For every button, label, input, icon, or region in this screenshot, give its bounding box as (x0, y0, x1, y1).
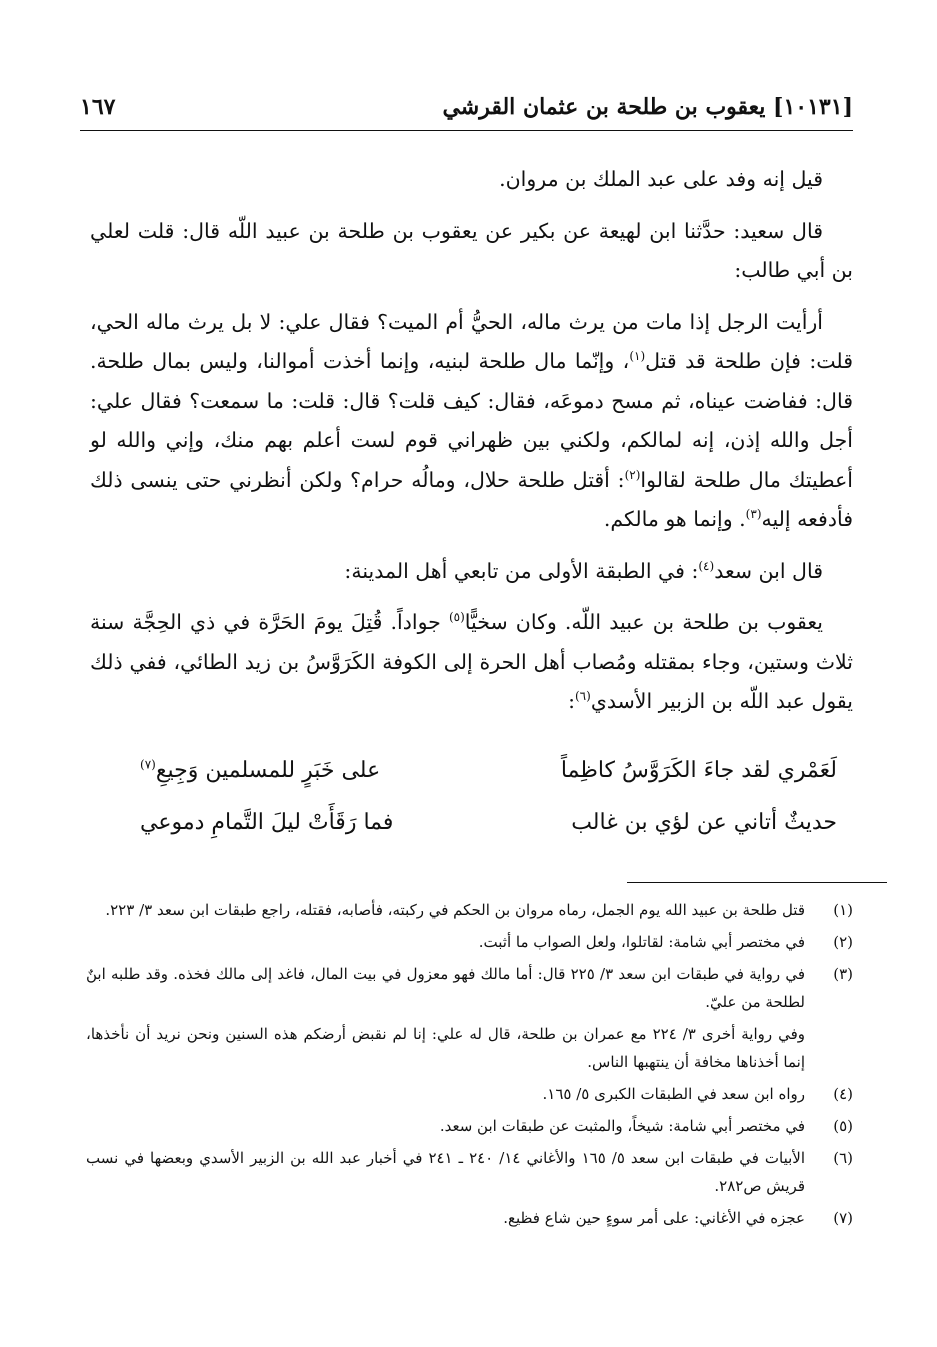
footnote-text: رواه ابن سعد في الطبقات الكبرى ٥/ ١٦٥. (542, 1085, 805, 1103)
footnote-number: (٧) (833, 1209, 853, 1227)
footnote-2 (86, 928, 853, 956)
verse-1-second-hemistich-text: على خَبَرٍ للمسلمين وَجِيعِ (155, 758, 381, 783)
footnote-7 (86, 1204, 853, 1232)
page-header (80, 90, 853, 130)
verse-line-2 (110, 810, 837, 862)
footnote-number: (٢) (833, 933, 853, 951)
footnote-text: عجزه في الأغاني: على أمر سوءٍ حين شاع فظيع. (503, 1209, 805, 1227)
footnote-number: (٦) (833, 1149, 853, 1167)
footnote-text: قتل طلحة بن عبيد الله يوم الجمل، رماه مروان بن الحكم في ركبته، فأصابه، فقتله، راجع طبقات ابن سعد ٣/ ٢٢٣. (105, 901, 805, 919)
verse-1-first-hemistich: لَعَمْري لقد جاءَ الكَرَوَّسُ كاظِماً (560, 758, 837, 783)
paragraph-4 (90, 552, 853, 592)
paragraph-5 (90, 603, 853, 722)
paragraph-5-text-b: جواداً. قُتِلَ يومَ الحَرَّة في ذي الحِجَّة سنة ثلاث وستين، وجاء بمقتله ومُصاب أهل الحرة إلى الكوفة الكَرَوَّسُ بن زيد الطائي، ففي ذلك يقول عبد اللّه بن الزبير الأسدي (90, 610, 853, 713)
footnote-text: في مختصر أبي شامة: شيخاً، والمثبت عن طبقات ابن سعد. (439, 1117, 805, 1135)
paragraph-2: قال سعيد: حدَّثنا ابن لهيعة عن بكير عن يعقوب بن طلحة بن عبيد اللّه قال: قلت لعلي بن أبي طالب: (90, 218, 853, 282)
verse-2-first-hemistich: حديثٌ أتاني عن لؤي بن غالب (571, 810, 837, 835)
footnote-6 (86, 1144, 853, 1200)
footnotes (86, 896, 853, 1236)
footnote-number: (١) (833, 901, 853, 919)
verse-1-second-hemistich (140, 758, 380, 783)
paragraph-3-text-c: : أقتل طلحة حلال، ومالُه حرام؟ ولكن أنظرني حتى ينسى ذلك فأدفعه إليه (90, 467, 853, 531)
paragraph-3-text-d: . وإنما هو مالكم. (603, 507, 746, 531)
paragraph-4-text-b: : في الطبقة الأولى من تابعي أهل المدينة: (344, 558, 699, 583)
footnote-3-continuation: وفي رواية أخرى ٣/ ٢٢٤ مع عمران بن طلحة، قال له علي: إنا لم نقبض أرضكم هذه السنين ونحن نريد أن نأخذها، إنما أخذناها مخافة أن ينتهبها الناس. (86, 1025, 805, 1071)
main-text (90, 160, 853, 734)
footnote-ref-5: (٥) (448, 610, 465, 625)
footnote-ref-1: (١) (629, 349, 646, 364)
poetry-verse (110, 758, 837, 878)
paragraph-1: قيل إنه وفد على عبد الملك بن مروان. (499, 167, 823, 191)
footnote-ref-7: (٧) (140, 757, 156, 772)
footnote-number: (٥) (833, 1117, 853, 1135)
page-number: ١٦٧ (80, 94, 116, 120)
paragraph-3 (90, 303, 853, 540)
footnote-text: في مختصر أبي شامة: لقاتلوا، ولعل الصواب ما أثبت. (478, 933, 805, 951)
paragraph-4-text-a: قال ابن سعد (714, 558, 823, 583)
header-rule (80, 130, 853, 131)
footnote-rule (627, 882, 887, 883)
verse-line-1 (110, 758, 837, 810)
footnote-number: (٤) (833, 1085, 853, 1103)
footnote-5 (86, 1112, 853, 1140)
paragraph-5-text-c: : (568, 689, 575, 713)
running-title: [١٠١٣١] يعقوب بن طلحة بن عثمان القرشي (442, 94, 853, 120)
footnote-4 (86, 1080, 853, 1108)
footnote-text: الأبيات في طبقات ابن سعد ٥/ ١٦٥ والأغاني ١٤/ ٢٤٠ ـ ٢٤١ في أخبار عبد الله بن الزبير الأسدي وبعضها في نسب قريش ص٢٨٢. (86, 1149, 806, 1195)
verse-2-second-hemistich: فما رَقَأَتْ ليلَ التَّمامِ دموعي (140, 810, 394, 835)
footnote-1 (86, 896, 853, 924)
footnote-3 (86, 960, 853, 1016)
footnote-ref-4: (٤) (698, 558, 715, 573)
footnote-text: في رواية في طبقات ابن سعد ٣/ ٢٢٥ قال: أما مالك فهو معزول في بيت المال، فاغد إلى مالك فخذه. وقد طلبه ابنٌ لطلحة من عليّ. (86, 965, 805, 1011)
paragraph-3-text-b: ، وإنّما مال طلحة لبنيه، وإنما أخذت أموالنا، وليس بمال طلحة. قال: ففاضت عيناه، ثم مسح دموعَه، فقال: كيف قلت؟ قال: قلت: ما سمعت؟ فقال علي: أجل والله إذن، إنه لمالكم، ولكني بين ظهراني قوم لست أعلم بهم منك، وإني والله لو أعطيتك مال طلحة لقالوا (90, 349, 853, 492)
footnote-ref-3: (٣) (745, 507, 762, 522)
footnote-ref-2: (٢) (624, 467, 641, 482)
footnote-ref-6: (٦) (574, 689, 591, 704)
paragraph-3-text-a: أرأيت الرجل إذا مات من يرث ماله، الحيُّ أم الميت؟ فقال علي: لا بل يرث ماله الحي، قلت: فإن طلحة قد قتل (90, 309, 853, 373)
footnote-number: (٣) (833, 965, 853, 983)
paragraph-5-text-a: يعقوب بن طلحة بن عبيد اللّه. وكان سخيًّا (464, 610, 823, 634)
